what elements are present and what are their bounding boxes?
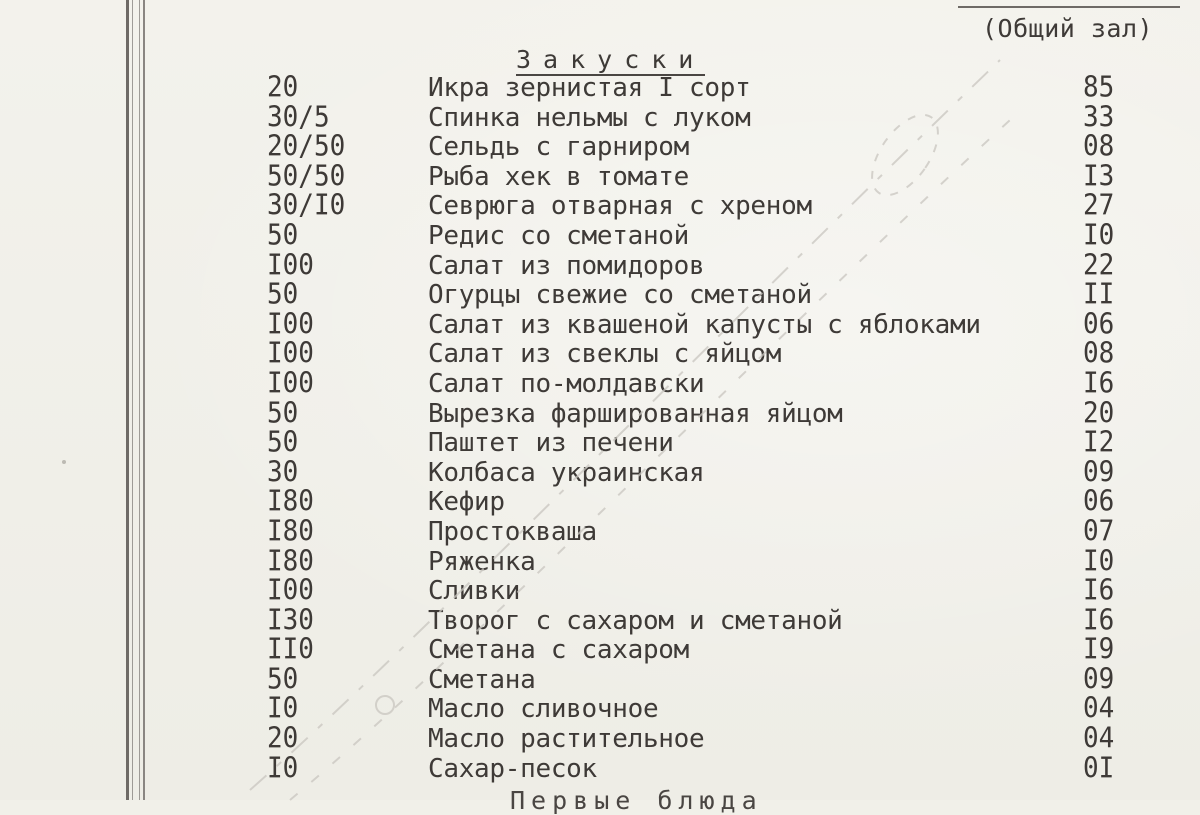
menu-item-weight: 50 <box>267 663 299 697</box>
menu-item-dish: Масло сливочное <box>428 694 659 725</box>
menu-item-dish: Вырезка фаршированная яйцом <box>428 398 843 429</box>
menu-item-weight: 20/50 <box>267 130 346 164</box>
menu-row <box>0 752 1200 785</box>
hall-label: (Общий зал) <box>982 14 1154 43</box>
menu-item-weight: II0 <box>267 634 314 667</box>
menu-item-dish: Сельдь с гарниром <box>428 132 690 163</box>
menu-item-dish: Салат из свеклы с яйцом <box>428 339 782 370</box>
menu-row <box>0 722 1200 756</box>
menu-item-price: 04 <box>1083 722 1115 756</box>
menu-item-price: 06 <box>1083 486 1115 519</box>
menu-row <box>0 71 1200 105</box>
menu-item-price: 09 <box>1083 663 1115 697</box>
menu-item-price: 85 <box>1083 71 1115 105</box>
menu-item-weight: I80 <box>267 486 314 519</box>
menu-row <box>0 340 1200 370</box>
menu-item-price: 33 <box>1083 101 1115 134</box>
header-rule <box>958 0 1180 8</box>
section-title: Закуски <box>516 45 706 74</box>
menu-row <box>0 515 1200 549</box>
menu-item-weight: I80 <box>267 545 314 578</box>
menu-item-dish: Салат по-молдавски <box>428 368 705 399</box>
menu-item-price: I0 <box>1083 219 1115 253</box>
menu-item-dish: Салат из квашеной капусты с яблоками <box>428 309 981 340</box>
menu-item-weight: I00 <box>267 338 314 371</box>
menu-item-weight: 50 <box>267 397 299 430</box>
menu-item-dish: Паштет из печени <box>428 428 674 459</box>
menu-item-weight: I80 <box>267 515 314 549</box>
menu-item-weight: 50/50 <box>267 160 346 193</box>
menu-item-price: 07 <box>1083 515 1115 549</box>
menu-item-price: 08 <box>1083 130 1115 164</box>
menu-row <box>0 192 1200 222</box>
menu-row <box>0 249 1200 282</box>
menu-item-price: 20 <box>1083 397 1115 430</box>
menu-item-weight: I0 <box>267 693 299 726</box>
menu-item-weight: 30 <box>267 456 299 489</box>
menu-item-price: 0I <box>1083 752 1115 785</box>
menu-row <box>0 574 1200 608</box>
menu-row <box>0 101 1200 134</box>
menu-item-price: 09 <box>1083 456 1115 489</box>
menu-item-dish: Севрюга отварная с хреном <box>428 191 812 222</box>
menu-item-weight: 30/5 <box>267 101 330 134</box>
menu-row <box>0 695 1200 725</box>
menu-row <box>0 636 1200 666</box>
menu-item-dish: Сахар-песок <box>428 753 597 784</box>
menu-row <box>0 367 1200 401</box>
menu-item-price: I6 <box>1083 367 1115 401</box>
menu-item-weight: 50 <box>267 278 299 312</box>
menu-item-weight: I0 <box>267 752 299 785</box>
menu-item-dish: Редис со сметаной <box>428 220 690 251</box>
menu-item-dish: Сметана <box>428 664 536 695</box>
menu-item-price: I3 <box>1083 160 1115 193</box>
menu-row <box>0 456 1200 489</box>
menu-item-dish: Сметана с сахаром <box>428 635 690 666</box>
menu-item-weight: I00 <box>267 249 314 282</box>
next-section-title: Первые блюда <box>510 786 763 815</box>
menu-item-weight: 50 <box>267 426 299 460</box>
menu-row <box>0 278 1200 312</box>
menu-row <box>0 604 1200 637</box>
menu-item-price: 06 <box>1083 308 1115 341</box>
menu-row <box>0 426 1200 460</box>
menu-item-price: I9 <box>1083 634 1115 667</box>
menu-item-weight: I30 <box>267 604 314 637</box>
menu-row <box>0 397 1200 430</box>
menu-item-weight: I00 <box>267 308 314 341</box>
menu-item-price: 04 <box>1083 693 1115 726</box>
menu-item-weight: 20 <box>267 722 299 756</box>
menu-item-dish: Огурцы свежие со сметаной <box>428 280 812 311</box>
paper-speck <box>62 460 66 464</box>
menu-item-price: 27 <box>1083 190 1115 223</box>
menu-item-weight: I00 <box>267 574 314 608</box>
menu-item-dish: Кефир <box>428 487 505 518</box>
menu-item-weight: I00 <box>267 367 314 401</box>
menu-item-dish: Салат из помидоров <box>428 250 705 281</box>
menu-item-weight: 30/I0 <box>267 190 346 223</box>
menu-item-price: 22 <box>1083 249 1115 282</box>
menu-item-dish: Икра зернистая I сорт <box>428 73 751 103</box>
menu-item-dish: Спинка нельмы с луком <box>428 102 751 133</box>
menu-item-weight: 20 <box>267 71 299 105</box>
menu-item-price: 08 <box>1083 338 1115 371</box>
menu-row <box>0 130 1200 164</box>
menu-item-price: I0 <box>1083 545 1115 578</box>
menu-row <box>0 488 1200 518</box>
menu-item-weight: 50 <box>267 219 299 253</box>
menu-item-dish: Простокваша <box>428 516 597 547</box>
menu-item-dish: Сливки <box>428 576 521 607</box>
menu-row <box>0 160 1200 193</box>
menu-item-dish: Рыба хек в томате <box>428 161 690 192</box>
menu-list <box>0 71 1200 785</box>
menu-item-dish: Масло растительное <box>428 724 705 755</box>
menu-item-price: I6 <box>1083 604 1115 637</box>
menu-row <box>0 545 1200 578</box>
menu-item-price: II <box>1083 278 1115 312</box>
menu-item-dish: Ряженка <box>428 546 536 577</box>
menu-row <box>0 308 1200 341</box>
menu-row <box>0 219 1200 253</box>
menu-row <box>0 663 1200 697</box>
menu-item-price: I2 <box>1083 426 1115 460</box>
menu-item-dish: Колбаса украинская <box>428 457 705 488</box>
menu-item-dish: Творог с сахаром и сметаной <box>428 605 843 636</box>
menu-item-price: I6 <box>1083 574 1115 608</box>
